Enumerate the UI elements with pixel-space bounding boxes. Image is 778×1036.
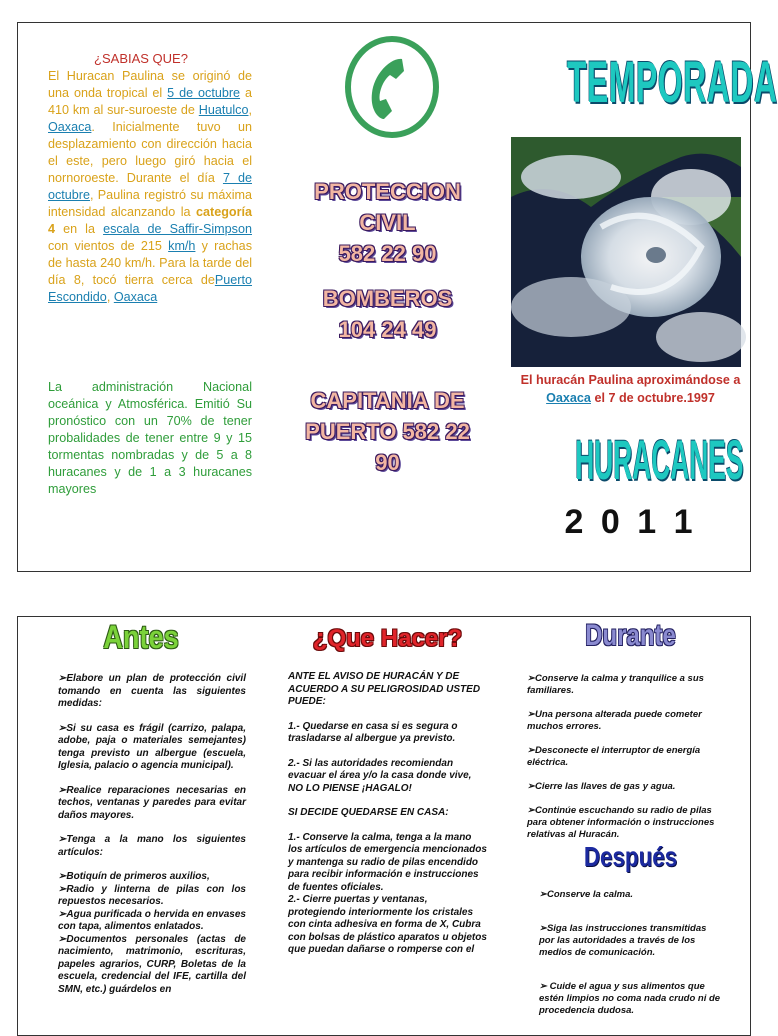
despues-item-1: ➢Conserve la calma. [539,889,634,900]
paulina-text: con vientos de 215 [48,239,169,253]
que-subheading: SI DECIDE QUEDARSE EN CASA: [288,807,449,818]
paulina-link[interactable]: Puerto Escondido [48,273,252,304]
antes-list-1: ➢Botiquín de primeros auxilios, [58,871,210,882]
panel-antes [17,616,265,1036]
caption-text-b: el 7 de octubre.1997 [590,391,715,405]
capitania-line3: 90 [375,450,400,475]
caption-text-a: El huracán Paulina aproximándose a [520,373,741,387]
capitania-line1: CAPITANIA DE [310,388,465,413]
paulina-link[interactable]: 5 de octubre [167,86,241,100]
paulina-link[interactable]: Oaxaca [113,290,158,304]
paulina-text: , [248,103,252,117]
capitania-line2: PUERTO 582 22 [305,419,470,444]
panel-durante [511,616,751,1036]
paulina-link[interactable]: Oaxaca [48,120,92,134]
durante-title: Durante [585,619,676,652]
panel-telefonos [264,22,512,572]
panel-portada [511,22,778,572]
paulina-text: El Huracan Paulina se originó de una onda tropical el [48,69,252,100]
antes-item-2: ➢Si su casa es frágil (carrizo, palapa, adobe, paja o materiales semejantes) tenga previsto un albergue (escuela, Iglesia, palacio o agencia municipal). [58,722,246,771]
que-item-4: 2.- Cierre puertas y ventanas, protegiendo interiormente los cristales con cinta adhesiva en forma de X, Cubra con bolsas de plástico aparatos u objetos que puedan dañarse o romperse con el [288,894,487,955]
que-hacer-title: ¿Que Hacer? [312,625,463,652]
despues-title: Después [583,841,678,872]
paulina-text: . Inicialmente tuvo un desplazamiento con dirección hacia el este, pero luego giró hacia el nornoroeste. Durante el día [48,120,252,185]
pc-line1: PROTECCION [314,179,461,204]
paulina-text: a 410 km al sur-suroeste de [48,86,252,117]
bomberos-phone: 104 24 49 [338,317,437,342]
hurricane-caption [519,371,742,407]
paulina-text: , [106,290,114,304]
paulina-link[interactable]: escala de Saffir-Simpson [103,222,252,236]
panel-sabias-que [17,22,265,572]
paulina-bold: categoría 4 [48,205,252,236]
paulina-link[interactable]: Huatulco [198,103,249,117]
antes-item-3: ➢Realice reparaciones necesarias en techos, ventanas y paredes para evitar daños mayores. [58,784,246,821]
despues-item-2: ➢Siga las instrucciones transmitidas por las autoridades a través de los medios de comunicación. [539,923,707,958]
year-label: 2 0 1 1 [564,503,697,541]
bomberos-label: BOMBEROS [322,286,453,311]
paulina-link[interactable]: 7 de octubre [48,171,252,202]
huracanes-title: HURACANES [575,428,744,491]
emergency-numbers [264,176,511,478]
antes-list-3: ➢Agua purificada o hervida en envases con tapa, alimentos enlatados. [58,908,246,932]
antes-list-4: ➢Documentos personales (actas de nacimiento, matrimonio, escrituras, papeles agrarios, CURP, Boletas de la escuela, credencial del IFE, cartilla del SMN, etc.) guárdelos en [58,933,246,995]
pc-line2: CIVIL [359,210,416,235]
antes-list-2: ➢Radio y linterna de pilas con los repuestos necesarios. [58,883,246,907]
panel-que-hacer [264,616,512,1036]
paulina-paragraph [48,68,252,306]
que-item-3: 1.- Conserve la calma, tenga a la mano los artículos de emergencia mencionados y mantenga su radio de pilas encendido para recibir información e instrucciones de fuentes oficiales. [288,831,487,893]
paulina-text: , Paulina registró su máxima intensidad alcanzando la [48,188,252,219]
paulina-text: en la [55,222,104,236]
hurricane-satellite-image [511,137,741,367]
que-item-1: 1.- Quedarse en casa si es segura o trasladarse al albergue ya previsto. [288,720,458,744]
paulina-link[interactable]: km/h [168,239,196,253]
caption-oaxaca-link[interactable]: Oaxaca [546,391,591,405]
antes-item-4: ➢Tenga a la mano los siguientes artículos: [58,834,246,858]
antes-title: Antes [103,619,179,655]
que-intro: ANTE EL AVISO DE HURACÁN Y DE ACUERDO A SU PELIGROSIDAD USTED PUEDE: [288,671,481,707]
durante-item-3: ➢Desconecte el interruptor de energía eléctrica. [527,745,701,768]
durante-item-4: ➢Cierre las llaves de gas y agua. [527,781,676,792]
despues-item-3: ➢ Cuide el agua y sus alimentos que estén limpios no coma nada crudo ni de procedencia dudosa. [539,981,721,1016]
noaa-paragraph: La administración Nacional oceánica y Atmosférica. Emitió Su pronóstico con un 70% de tener probalidades de tener entre 9 y 15 tormentas nombradas y de 5 a 8 huracanes y de 1 a 3 huracanes mayores [48,380,252,496]
pc-phone: 582 22 90 [338,241,437,266]
durante-item-1: ➢Conserve la calma y tranquilice a sus familiares. [527,673,704,696]
temporada-title: TEMPORADA [566,50,778,115]
phone-icon [344,35,440,139]
durante-item-2: ➢Una persona alterada puede cometer muchos errores. [527,709,702,732]
sabias-heading: ¿SABIAS QUE? [94,51,188,66]
antes-item-1: ➢Elabore un plan de protección civil tomando en cuenta las siguientes medidas: [58,673,246,709]
paulina-text: y rachas de hasta 240 km/h. Para la tarde del día 8, tocó tierra cerca de [48,239,252,287]
que-item-2: 2.- Si las autoridades recomiendan evacuar el área y/o la casa donde vive, NO LO PIENSE ¡HAGALO! [288,757,472,794]
durante-item-5: ➢Continúe escuchando su radio de pilas para obtener información o instrucciones relativas al Huracán. [527,805,715,840]
